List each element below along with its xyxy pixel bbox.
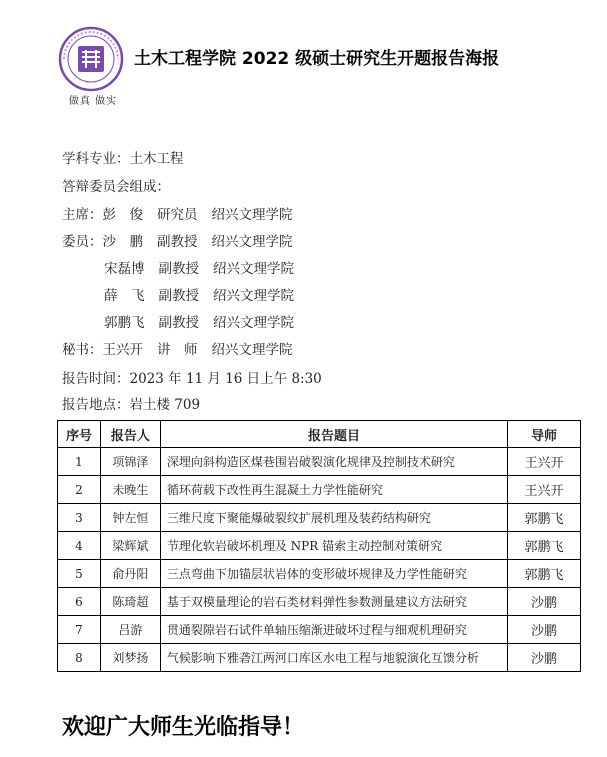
cell-advisor: 王兴开 — [508, 448, 581, 476]
report-place: 报告地点：岩土楼 709 — [62, 397, 201, 413]
table-row — [58, 588, 581, 616]
chair-line — [62, 206, 293, 224]
table-header-row — [58, 421, 581, 448]
member-name: 沙 鹏 — [102, 234, 143, 250]
table-row — [58, 504, 581, 532]
cell-index: 5 — [58, 560, 101, 588]
cell-presenter: 未晚生 — [100, 476, 160, 504]
member-title: 副教授 — [158, 261, 199, 277]
schedule-table — [57, 420, 581, 672]
cell-topic: 三点弯曲下加锚层状岩体的变形破坏规律及力学性能研究 — [160, 560, 507, 588]
cell-advisor: 沙鹏 — [508, 616, 581, 644]
discipline: 学科专业：土木工程 — [62, 151, 184, 167]
page-title: 土木工程学院 2022 级硕士研究生开题报告海报 — [134, 49, 500, 69]
member-name: 宋磊博 — [104, 261, 145, 277]
cell-presenter: 梁辉斌 — [100, 532, 160, 560]
chair-name: 彭 俊 — [102, 207, 143, 223]
cell-index: 3 — [58, 504, 101, 532]
member-org: 绍兴文理学院 — [211, 234, 293, 250]
cell-index: 1 — [58, 448, 101, 476]
cell-advisor: 沙鹏 — [508, 588, 581, 616]
cell-topic: 深埋向斜构造区煤巷围岩破裂演化规律及控制技术研究 — [160, 448, 507, 476]
chair-role: 主席： — [62, 207, 103, 223]
cell-index: 4 — [58, 532, 101, 560]
member-title: 副教授 — [158, 315, 199, 331]
members-role: 委员： — [62, 234, 103, 250]
cell-advisor: 郭鹏飞 — [508, 560, 581, 588]
col-header-presenter: 报告人 — [100, 421, 160, 448]
cell-presenter: 陈琦超 — [100, 588, 160, 616]
cell-topic: 贯通裂隙岩石试件单轴压缩渐进破坏过程与细观机理研究 — [160, 616, 507, 644]
cell-topic: 节理化软岩破坏机理及 NPR 锚索主动控制对策研究 — [160, 532, 507, 560]
member-org: 绍兴文理学院 — [213, 315, 294, 331]
table-row — [58, 644, 581, 672]
cell-advisor: 沙鹏 — [508, 644, 581, 672]
member-line — [104, 260, 294, 278]
cell-presenter: 刘梦扬 — [100, 644, 160, 672]
secretary-name: 王兴开 — [102, 342, 143, 358]
cell-topic: 气候影响下雅砻江两河口库区水电工程与地貌演化互馈分析 — [160, 644, 507, 672]
member-name: 郭鹏飞 — [104, 315, 145, 331]
member-title: 副教授 — [158, 288, 199, 304]
motto: 做真 做实 — [68, 96, 118, 107]
cell-topic: 三维尺度下聚能爆破裂纹扩展机理及装药结构研究 — [160, 504, 507, 532]
welcome-message: 欢迎广大师生光临指导！ — [62, 715, 305, 740]
col-header-index: 序号 — [58, 421, 101, 448]
secretary-title: 讲 师 — [157, 342, 198, 358]
cell-index: 8 — [58, 644, 101, 672]
cell-advisor: 王兴开 — [508, 476, 581, 504]
member-title: 副教授 — [157, 234, 198, 250]
secretary-line — [62, 341, 293, 359]
table-row — [58, 476, 581, 504]
cell-topic: 基于双模量理论的岩石类材料弹性参数测量建议方法研究 — [160, 588, 507, 616]
cell-index: 7 — [58, 616, 101, 644]
table-row — [58, 532, 581, 560]
chair-org: 绍兴文理学院 — [211, 207, 293, 223]
cell-presenter: 俞丹阳 — [100, 560, 160, 588]
cell-index: 2 — [58, 476, 101, 504]
secretary-role: 秘书： — [62, 342, 103, 358]
table-row — [58, 616, 581, 644]
member-line — [104, 314, 294, 332]
member-org: 绍兴文理学院 — [213, 261, 294, 277]
table-row — [58, 448, 581, 476]
cell-index: 6 — [58, 588, 101, 616]
member-line — [104, 287, 294, 305]
cell-advisor: 郭鹏飞 — [508, 532, 581, 560]
cell-topic: 循环荷载下改性再生混凝土力学性能研究 — [160, 476, 507, 504]
secretary-org: 绍兴文理学院 — [211, 342, 293, 358]
cell-presenter: 项锦泽 — [100, 448, 160, 476]
col-header-topic: 报告题目 — [160, 421, 507, 448]
university-logo — [58, 26, 124, 92]
cell-advisor: 郭鹏飞 — [508, 504, 581, 532]
col-header-advisor: 导师 — [508, 421, 581, 448]
member-line — [62, 233, 293, 251]
member-name: 薛 飞 — [104, 288, 145, 304]
table-row — [58, 560, 581, 588]
chair-title: 研究员 — [157, 207, 198, 223]
report-time: 报告时间：2023 年 11 月 16 日上午 8:30 — [62, 371, 322, 387]
committee-label: 答辩委员会组成： — [62, 179, 170, 195]
member-org: 绍兴文理学院 — [213, 288, 294, 304]
cell-presenter: 吕游 — [100, 616, 160, 644]
cell-presenter: 钟左恒 — [100, 504, 160, 532]
